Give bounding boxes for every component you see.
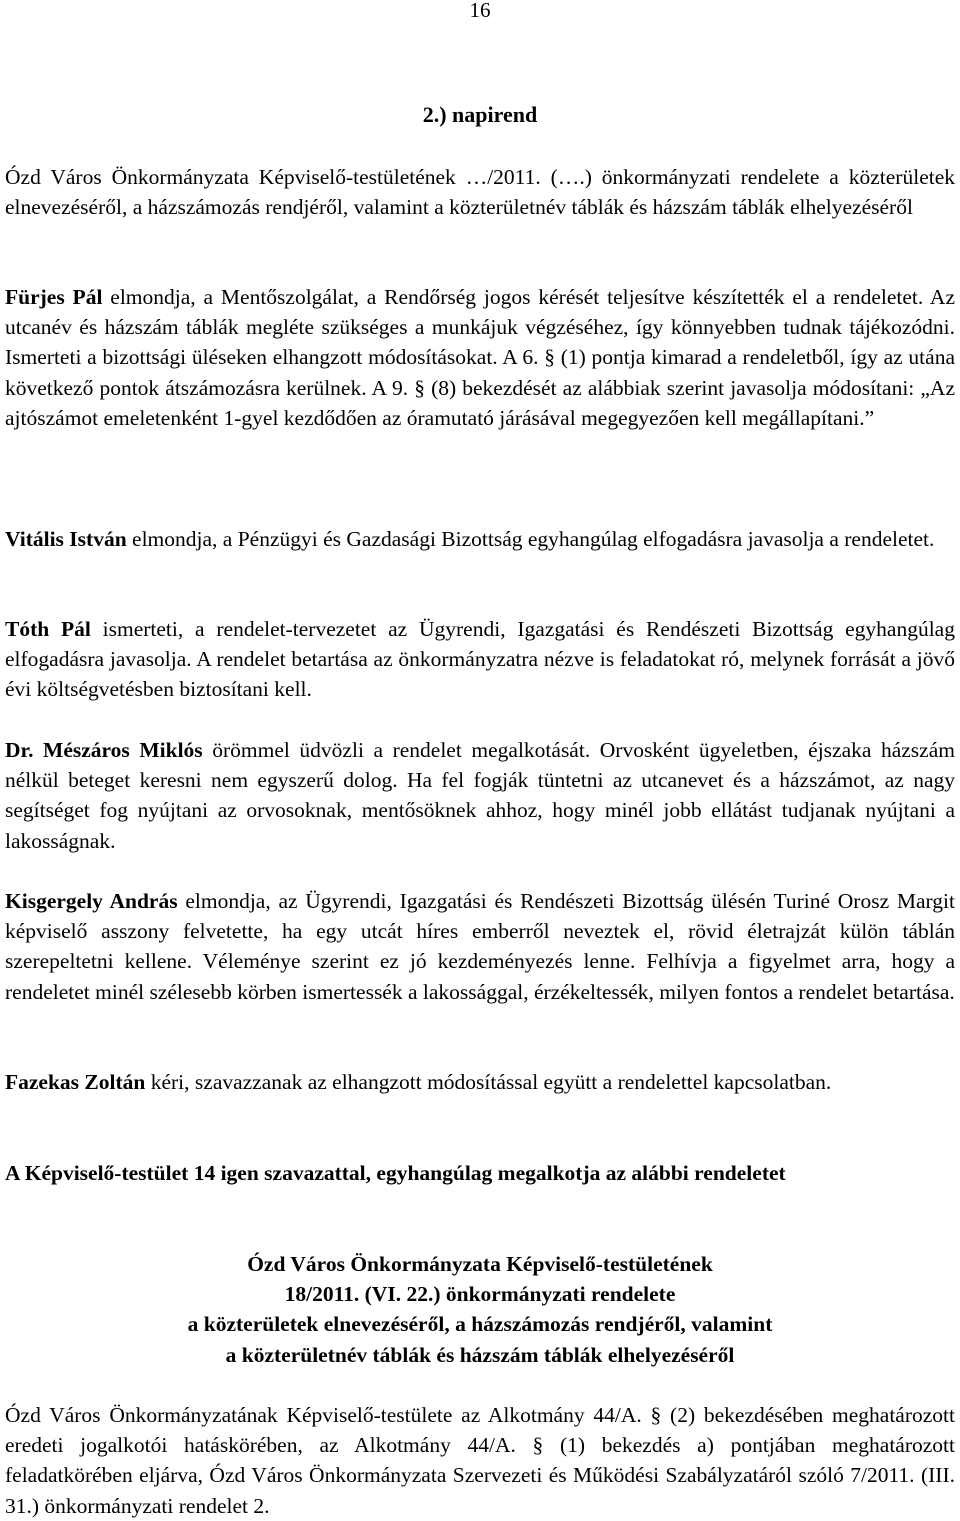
- decision-text: A Képviselő-testület 14 igen szavazattal, egyhangúlag megalkotja az alábbi rendeletet: [5, 1161, 786, 1185]
- paragraph-vitalis: [5, 524, 955, 554]
- ordinance-title-line: Ózd Város Önkormányzata Képviselő-testületének: [247, 1252, 713, 1276]
- preamble-text: Ózd Város Önkormányzatának Képviselő-testülete az Alkotmány 44/A. § (2) bekezdésében meghatározott eredeti jogalkotói hatáskörében, az Alkotmány 44/A. § (1) bekezdés a) pontjában meghatározott feladatkörében eljárva, Ózd Város Önkormányzata Szervezeti és Működési Szabályzatáról szóló 7/2011. (III. 31.) önkormányzati rendelet 2.: [5, 1403, 955, 1518]
- ordinance-title-line: a közterületnév táblák és házszám táblák elhelyezéséről: [225, 1342, 735, 1367]
- paragraph-kisgergely: [5, 886, 955, 1007]
- speaker-name: Fazekas Zoltán: [5, 1070, 146, 1094]
- paragraph-fazekas: [5, 1067, 955, 1097]
- paragraph-meszaros: [5, 735, 955, 856]
- paragraph-text: ismerteti, a rendelet-tervezetet az Ügyrendi, Igazgatási és Rendészeti Bizottság egyhangúlag elfogadásra javasolja. A rendelet betartása az önkormányzatra nézve is feladatokat ró, melynek forrását a jövő évi költségvetésben biztosítani kell.: [5, 617, 955, 702]
- speaker-name: Tóth Pál: [5, 617, 91, 641]
- speaker-name: Fürjes Pál: [5, 285, 103, 309]
- paragraph-furjes: [5, 282, 955, 433]
- ordinance-title: [5, 1249, 955, 1370]
- paragraph-text: kéri, szavazzanak az elhangzott módosítással együtt a rendelettel kapcsolatban.: [145, 1070, 832, 1094]
- ordinance-title-line: 18/2011. (VI. 22.) önkormányzati rendelete: [284, 1282, 676, 1307]
- ordinance-subject: Ózd Város Önkormányzata Képviselő-testületének …/2011. (….) önkormányzati rendelete a közterületek elnevezéséről, a házszámozás rendjéről, valamint a közterületnév táblák és házszám táblák elhelyezéséről: [5, 165, 955, 220]
- paragraph-text: elmondja, az Ügyrendi, Igazgatási és Rendészeti Bizottság ülésén Turiné Orosz Margit képviselő asszony felvetette, ha egy utcát híres emberről neveztek el, rövid életrajzát külön táblán szerepeltetni kellene. Véleménye szerint ez jó kezdeményezés lenne. Felhívja a figyelmet arra, hogy a rendeletet minél szélesebb körben ismertessék a lakossággal, érzékeltessék, milyen fontos a rendelet betartása.: [5, 889, 955, 1004]
- speaker-name: Dr. Mészáros Miklós: [5, 738, 203, 762]
- speaker-name: Vitális István: [5, 527, 127, 551]
- agenda-heading: 2.) napirend: [422, 102, 538, 127]
- paragraph-text: elmondja, a Pénzügyi és Gazdasági Bizottság egyhangúlag elfogadásra javasolja a rendeletet.: [126, 527, 935, 551]
- paragraph-text: örömmel üdvözli a rendelet megalkotását. Orvosként ügyeletben, éjszaka házszám nélkül beteget keresni nem egyszerű dolog. Ha fel fogják tüntetni az utcanevet és a házszámot, az nagy segítséget fog nyújtani az orvosoknak, mentősöknek ahhoz, hogy minél jobb ellátást tudjanak nyújtani a lakosságnak.: [5, 738, 955, 853]
- page-number: 16: [469, 0, 491, 22]
- paragraph-toth: [5, 614, 955, 705]
- speaker-name: Kisgergely András: [5, 889, 178, 913]
- paragraph-text: elmondja, a Mentőszolgálat, a Rendőrség jogos kérését teljesítve készítették el a rendeletet. Az utcanév és házszám táblák megléte szükséges a munkájuk végzéséhez, így könnyebben tudnak tájékozódni. Ismerteti a bizottsági üléseken elhangzott módosításokat. A 6. § (1) pontja kimarad a rendeletből, így az utána következő pontok átszámozásra kerülnek. A 9. § (8) bekezdését az alábbiak szerint javasolja módosítani: „Az ajtószámot emeletenként 1-gyel kezdődően az óramutató járásával megegyezően kell megállapítani.”: [5, 285, 956, 430]
- ordinance-title-line: a közterületek elnevezéséről, a házszámozás rendjéről, valamint: [187, 1312, 773, 1337]
